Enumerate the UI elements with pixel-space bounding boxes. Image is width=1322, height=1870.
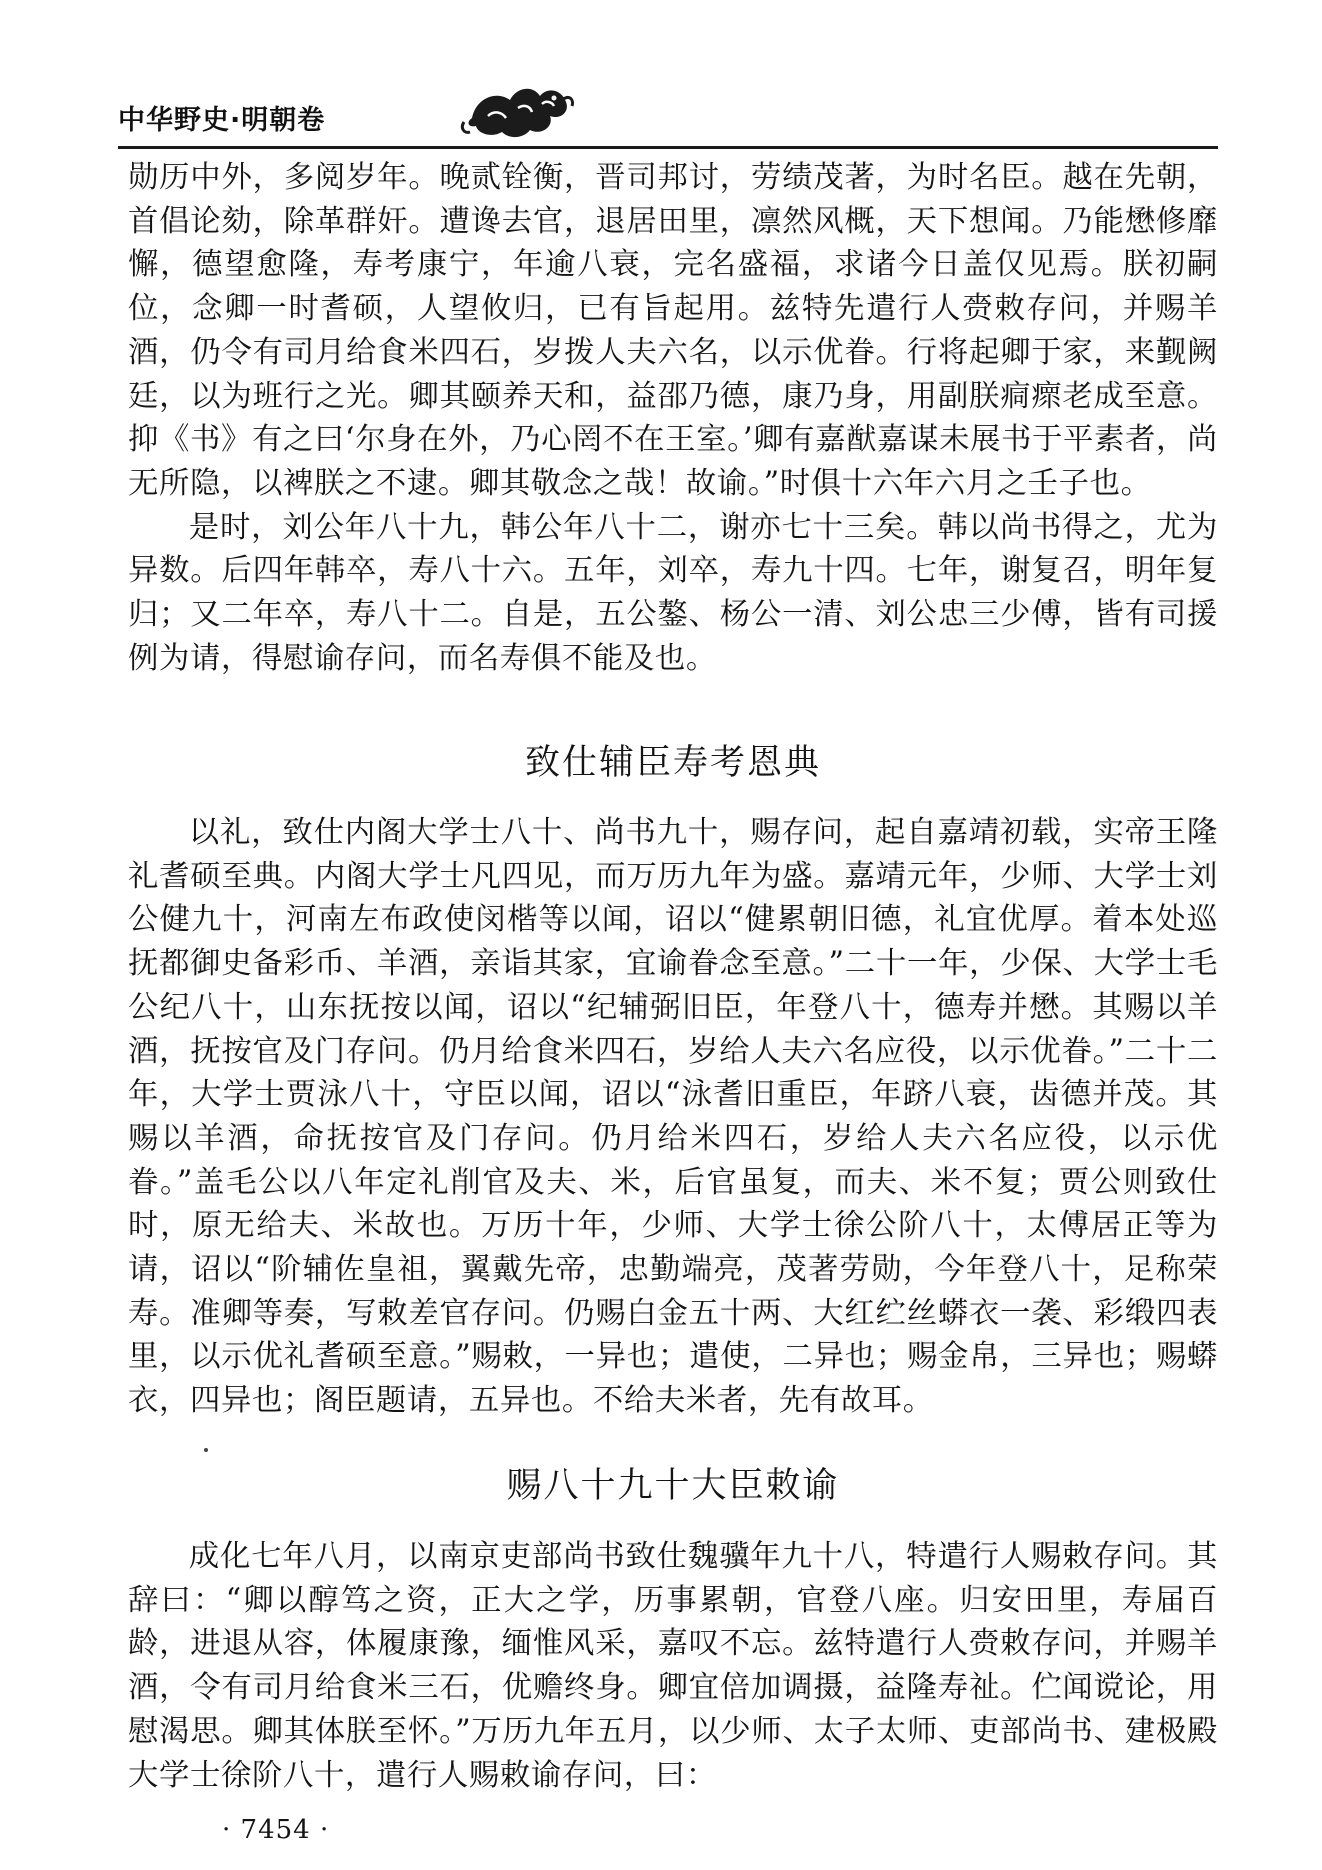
section-body [128, 811, 1218, 1423]
paragraph: 勋历中外，多阅岁年。晚贰铨衡，晋司邦讨，劳绩茂著，为时名臣。越在先朝，首倡论劾，除革群奸。遭谗去官，退居田里，凛然风概，天下想闻。乃能懋修靡懈，德望愈隆，寿考康宁，年逾八衰，完名盛福，求诸今日盖仅见焉。朕初嗣位，念卿一时耆硕，人望攸归，已有旨起用。兹特先遣行人赍敕存问，并赐羊酒，仍令有司月给食米四石，岁拨人夫六名，以示优眷。行将起卿于家，来觐阙廷，以为班行之光。卿其颐养天和，益邵乃德，康乃身，用副朕痌瘝老成至意。抑《书》有之曰‘尔身在外，乃心罔不在王室。’卿有嘉猷嘉谋未展书于平素者，尚无所隐，以裨朕之不逮。卿其敬念之哉！故谕。”时俱十六年六月之壬子也。 [128, 160, 1218, 501]
page-number: · 7454 · [222, 1815, 330, 1845]
section-heading: 致仕辅臣寿考恩典 [524, 743, 821, 783]
paragraph: 以礼，致仕内阁大学士八十、尚书九十，赐存问，起自嘉靖初载，实帝王隆礼耆硕至典。内阁大学士凡四见，而万历九年为盛。嘉靖元年，少师、大学士刘公健九十，河南左布政使闵楷等以闻，诏以“健累朝旧德，礼宜优厚。着本处巡抚都御史备彩币、羊酒，亲诣其家，宜谕眷念至意。”二十一年，少保、大学士毛公纪八十，山东抚按以闻，诏以“纪辅弼旧臣，年登八十，德寿并懋。其赐以羊酒，抚按官及门存问。仍月给食米四石，岁给人夫六名应役，以示优眷。”二十二年，大学士贾泳八十，守臣以闻，诏以“泳耆旧重臣，年跻八衰，齿德并茂。其赐以羊酒，命抚按官及门存问。仍月给米四石，岁给人夫六名应役，以示优眷。”盖毛公以八年定礼削官及夫、米，后官虽复，而夫、米不复；贾公则致仕时，原无给夫、米故也。万历十年，少师、大学士徐公阶八十，太傅居正等为请，诏以“阶辅佐皇祖，翼戴先帝，忠勤端亮，茂著劳勋，今年登八十，足称荣寿。准卿等奏，写敕差官存问。仍赐白金五十两、大红纻丝蟒衣一袭、彩缎四表里，以示优礼耆硕至意。”赐敕，一异也；遣使，二异也；赐金帛，三异也；赐蟒衣，四异也；阁臣题请，五异也。不给夫米者，先有故耳。 [128, 815, 1218, 1419]
running-title: 中华野史·明朝卷 [118, 105, 326, 136]
paragraph: 成化七年八月，以南京吏部尚书致仕魏骥年九十八，特遣行人赐敕存问。其辞曰：“卿以醇笃之资，正大之学，历事累朝，官登八座。归安田里，寿届百龄，进退从容，体履康豫，缅惟风采，嘉叹不忘。兹特遣行人赍敕存问，并赐羊酒，令有司月给食米三石，优赡终身。卿宜倍加调摄，益隆寿祉。伫闻谠论，用慰渴思。卿其体朕至怀。”万历九年五月，以少师、太子太师、吏部尚书、建极殿大学士徐阶八十，遣行人赐敕谕存问，曰： [128, 1539, 1218, 1793]
header-rule [118, 146, 1218, 149]
body-text [128, 156, 1218, 680]
stray-mark [204, 1448, 208, 1452]
page-header [118, 78, 1218, 148]
paragraph: 是时，刘公年八十九，韩公年八十二，谢亦七十三矣。韩以尚书得之，尤为异数。后四年韩卒，寿八十六。五年，刘卒，寿九十四。七年，谢复召，明年复归；又二年卒，寿八十二。自是，五公鏊、杨公一清、刘公忠三少傅，皆有司援例为请，得慰谕存问，而名寿俱不能及也。 [128, 509, 1218, 676]
dragon-emblem-icon [458, 78, 578, 144]
section-body [128, 1535, 1218, 1797]
section-heading: 赐八十九十大臣敕谕 [506, 1466, 840, 1506]
